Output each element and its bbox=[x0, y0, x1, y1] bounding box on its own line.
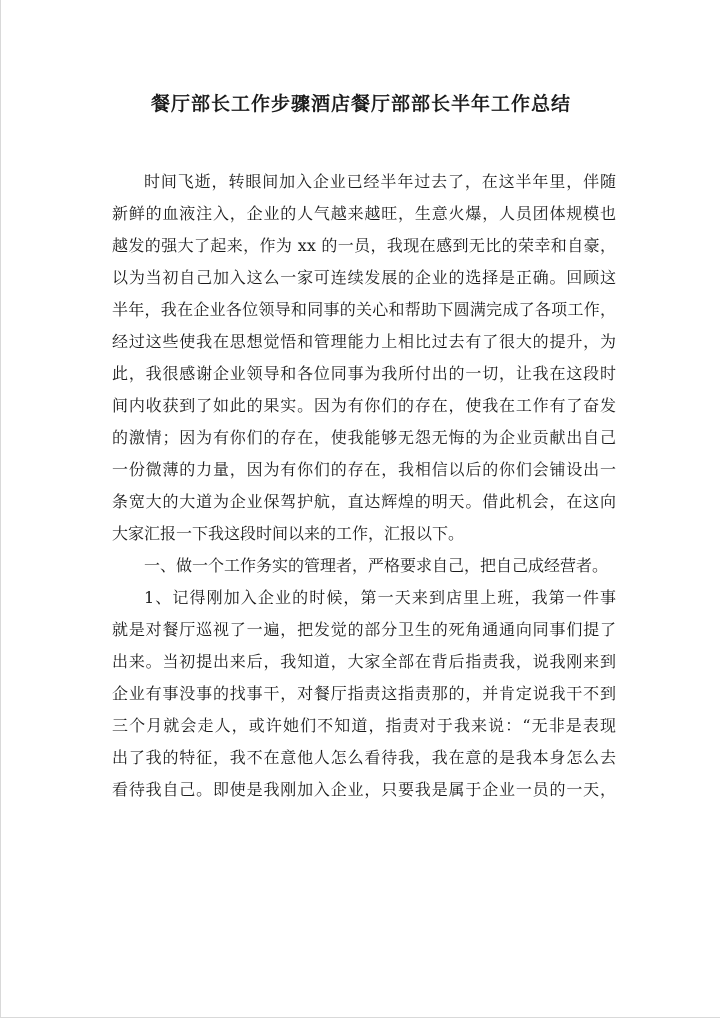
document-body bbox=[112, 166, 616, 806]
paragraph-line: 出来。当初提出来后，我知道，大家全部在背后指责我，说我刚来到 bbox=[112, 652, 616, 671]
paragraph-line: 新鲜的血液注入，企业的人气越来越旺，生意火爆，人员团体规模也 bbox=[112, 204, 616, 223]
paragraph-line: 时间飞逝，转眼间加入企业已经半年过去了，在这半年里，伴随 bbox=[144, 172, 616, 191]
paragraph-line: 的激情；因为有你们的存在，使我能够无怨无悔的为企业贡献出自己 bbox=[112, 428, 616, 447]
paragraph-line: 出了我的特征，我不在意他人怎么看待我，我在意的是我本身怎么去 bbox=[112, 748, 616, 767]
paragraph-line: 三个月就会走人，或许她们不知道，指责对于我来说：“无非是表现 bbox=[112, 716, 616, 735]
document-title: 餐厅部长工作步骤酒店餐厅部部长半年工作总结 bbox=[150, 93, 571, 115]
paragraph-line: 间内收获到了如此的果实。因为有你们的存在，使我在工作有了奋发 bbox=[112, 396, 616, 415]
paragraph-line: 以为当初自己加入这么一家可连续发展的企业的选择是正确。回顾这 bbox=[112, 268, 616, 287]
paragraph-line: 企业有事没事的找事干，对餐厅指责这指责那的，并肯定说我干不到 bbox=[112, 684, 616, 703]
paragraph-line: 越发的强大了起来，作为 xx 的一员，我现在感到无比的荣幸和自豪， bbox=[112, 236, 616, 255]
paragraph-line: 经过这些使我在思想觉悟和管理能力上相比过去有了很大的提升，为 bbox=[112, 332, 616, 351]
section-heading: 一、做一个工作务实的管理者，严格要求自己，把自己成经营者。 bbox=[144, 556, 609, 575]
paragraph-line: 一份微薄的力量，因为有你们的存在，我相信以后的你们会铺设出一 bbox=[112, 460, 616, 479]
paragraph-line: 此，我很感谢企业领导和各位同事为我所付出的一切，让我在这段时 bbox=[112, 364, 616, 383]
paragraph-line: 条宽大的大道为企业保驾护航，直达辉煌的明天。借此机会，在这向 bbox=[112, 492, 616, 511]
paragraph-line: 看待我自己。即使是我刚加入企业，只要我是属于企业一员的一天， bbox=[112, 780, 616, 799]
paragraph-line: 大家汇报一下我这段时间以来的工作，汇报以下。 bbox=[112, 524, 465, 543]
paragraph-line: 1、记得刚加入企业的时候，第一天来到店里上班，我第一件事 bbox=[144, 588, 616, 607]
paragraph-line: 半年，我在企业各位领导和同事的关心和帮助下圆满完成了各项工作， bbox=[112, 300, 616, 319]
paragraph-line: 就是对餐厅巡视了一遍，把发觉的部分卫生的死角通通向同事们提了 bbox=[112, 620, 616, 639]
